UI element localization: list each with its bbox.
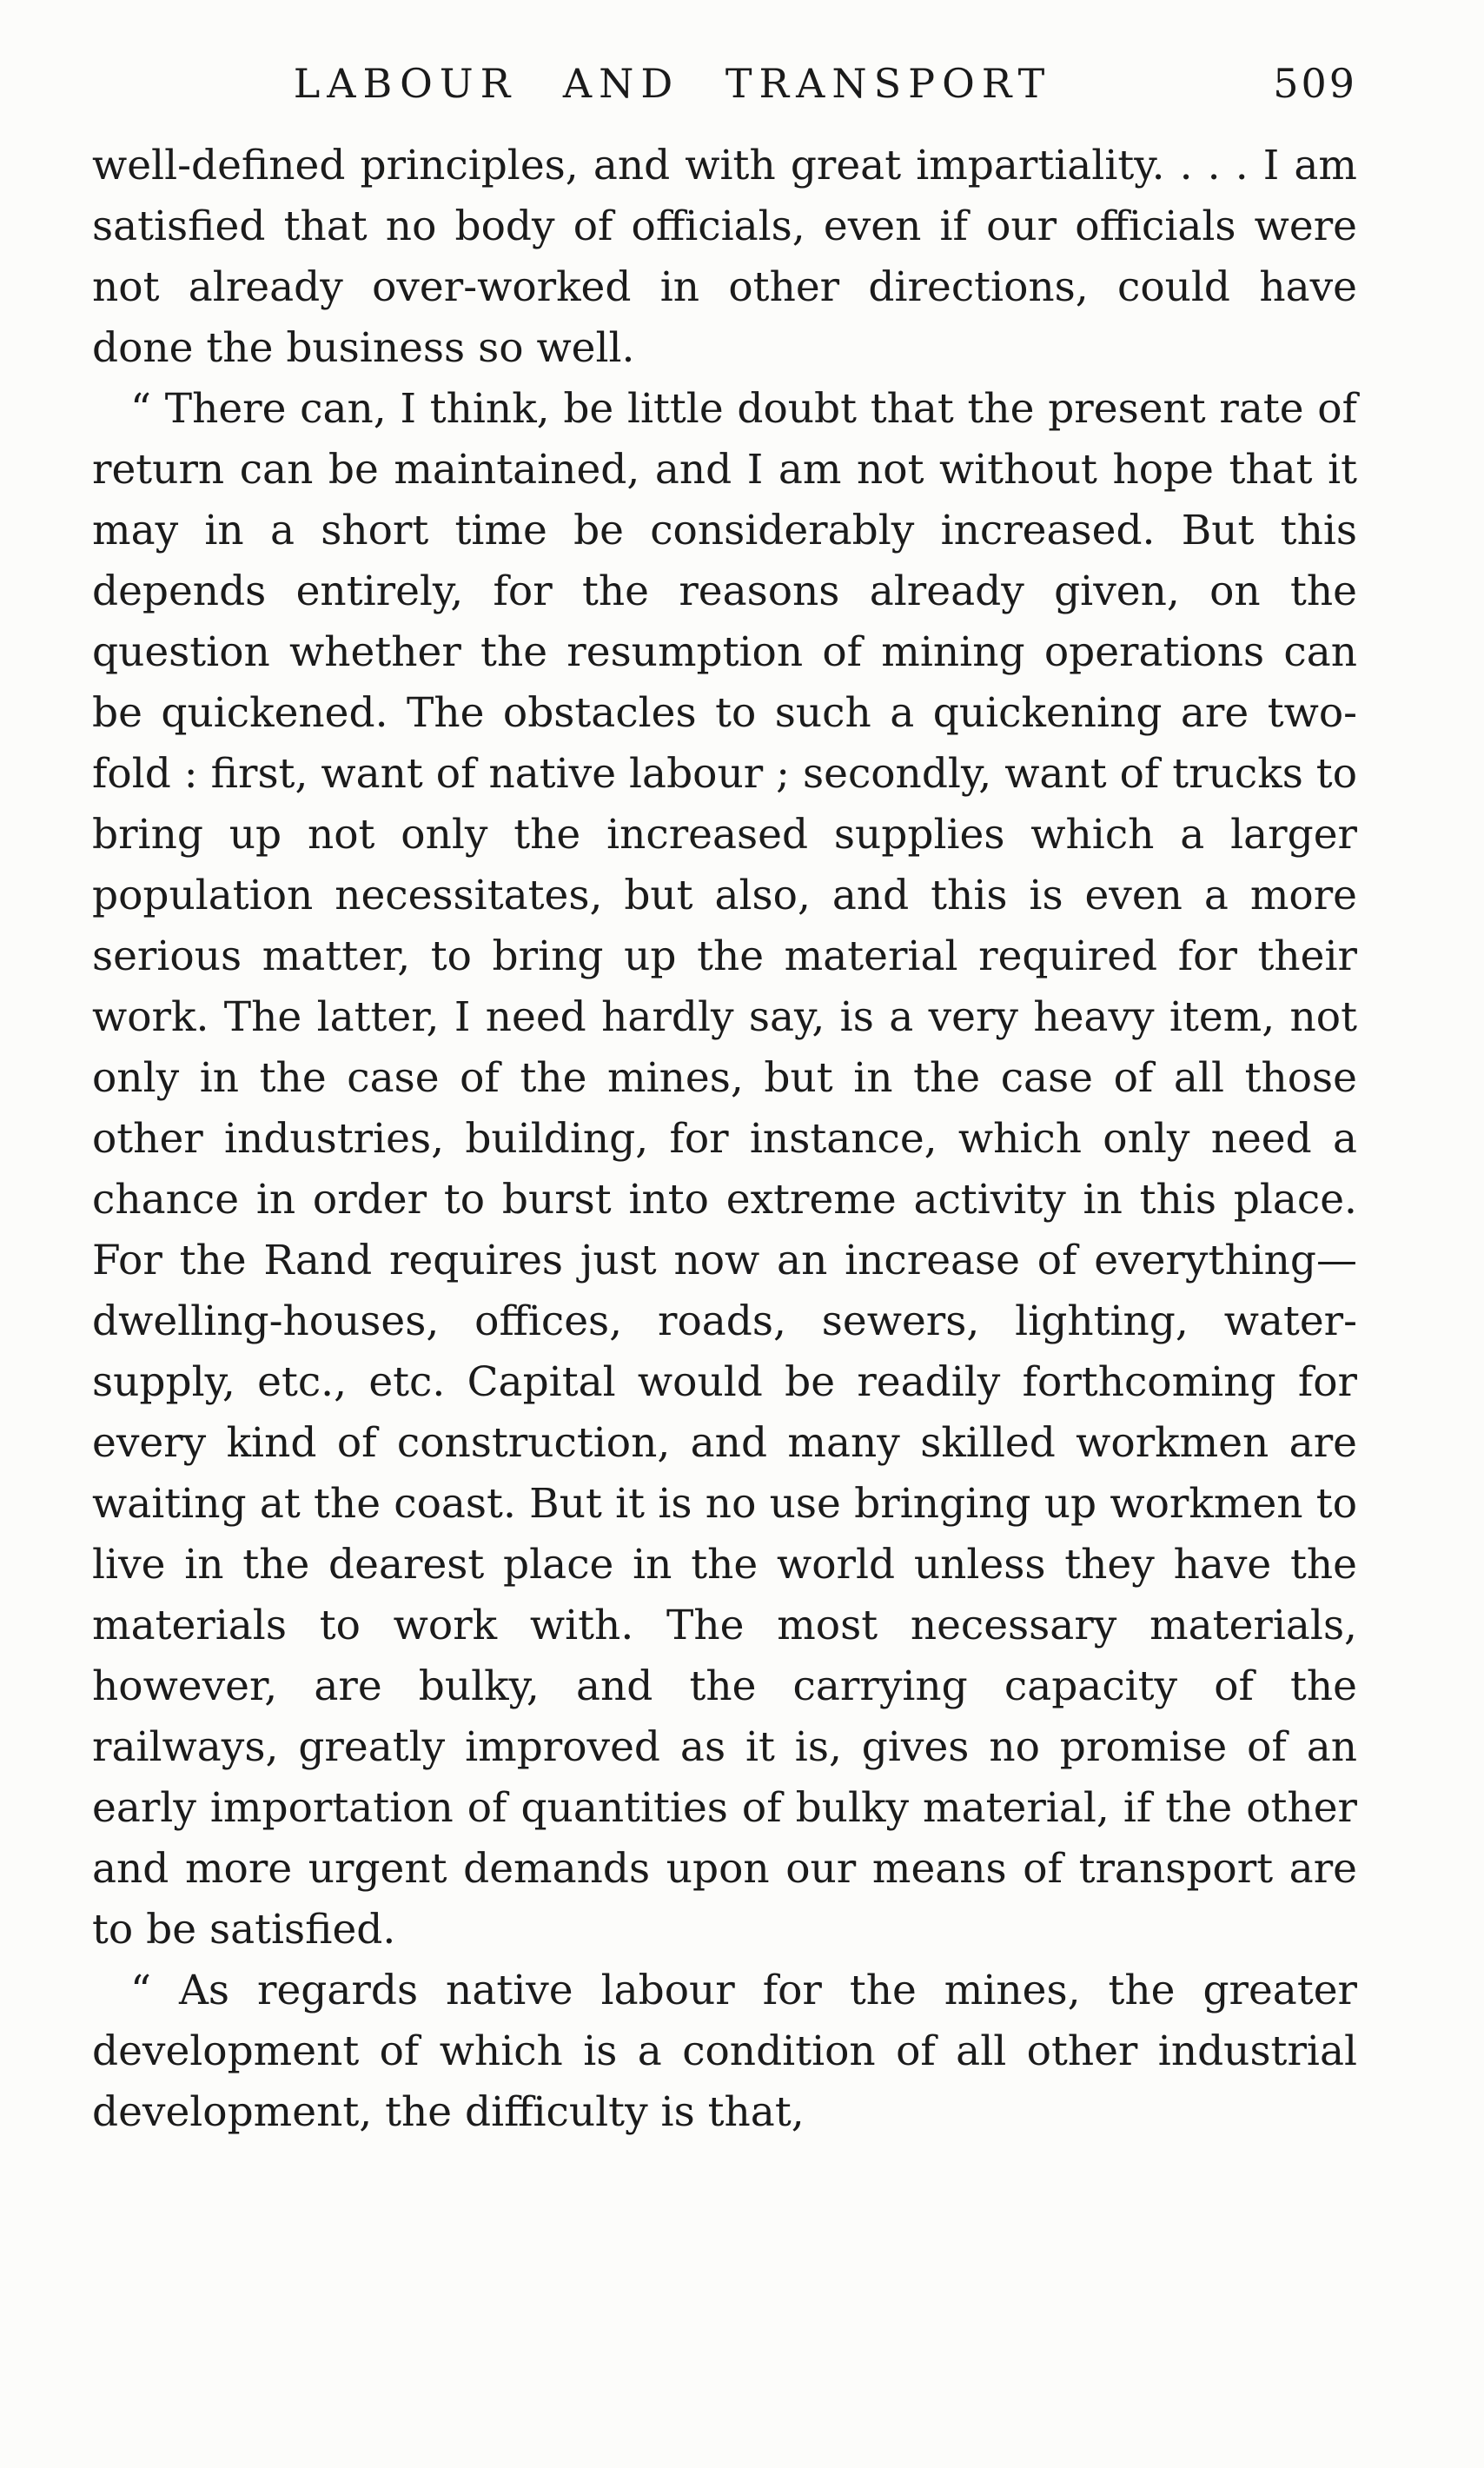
running-title: LABOUR AND TRANSPORT xyxy=(293,60,1052,107)
paragraph-continuation: well-defined principles, and with great impartiality. . . . I am satisfied that no body of officials, even if our officials were not already over-worked in other directions, could have done the business so well. xyxy=(92,142,1357,372)
paragraph-quote: “ As regards native labour for the mines, the greater development of which is a condition of all other industrial development, the difficulty is that, xyxy=(92,1967,1357,2136)
page-number: 509 xyxy=(1273,60,1357,107)
paragraph-quote: “ There can, I think, be little doubt that the present rate of return can be maintained, and I am not without hope that it may in a short time be considerably increased. But this depends entirely, for the reasons already given, on the question whether the resumption of mining operations can be quickened. The obstacles to such a quickening are two-fold : first, want of native labour ; secondly, want of trucks to bring up not only the increased supplies which a larger population necessitates, but also, and this is even a more serious matter, to bring up the material required for their work. The latter, I need hardly say, is a very heavy item, not only in the case of the mines, but in the case of all those other industries, building, for instance, which only need a chance in order to burst into extreme activity in this place. For the Rand requires just now an increase of everything—dwelling-houses, offices, roads, sewers, lighting, water-supply, etc., etc. Capital would be readily forthcoming for every kind of construction, and many skilled workmen are waiting at the coast. But it is no use bringing up workmen to live in the dearest place in the world unless they have the materials to work with. The most necessary materials, however, are bulky, and the carrying capacity of the railways, greatly improved as it is, gives no promise of an early importation of quantities of bulky material, if the other and more urgent demands upon our means of transport are to be satisfied. xyxy=(92,385,1357,1954)
page-body xyxy=(92,136,1357,2143)
page-header xyxy=(92,52,1357,115)
